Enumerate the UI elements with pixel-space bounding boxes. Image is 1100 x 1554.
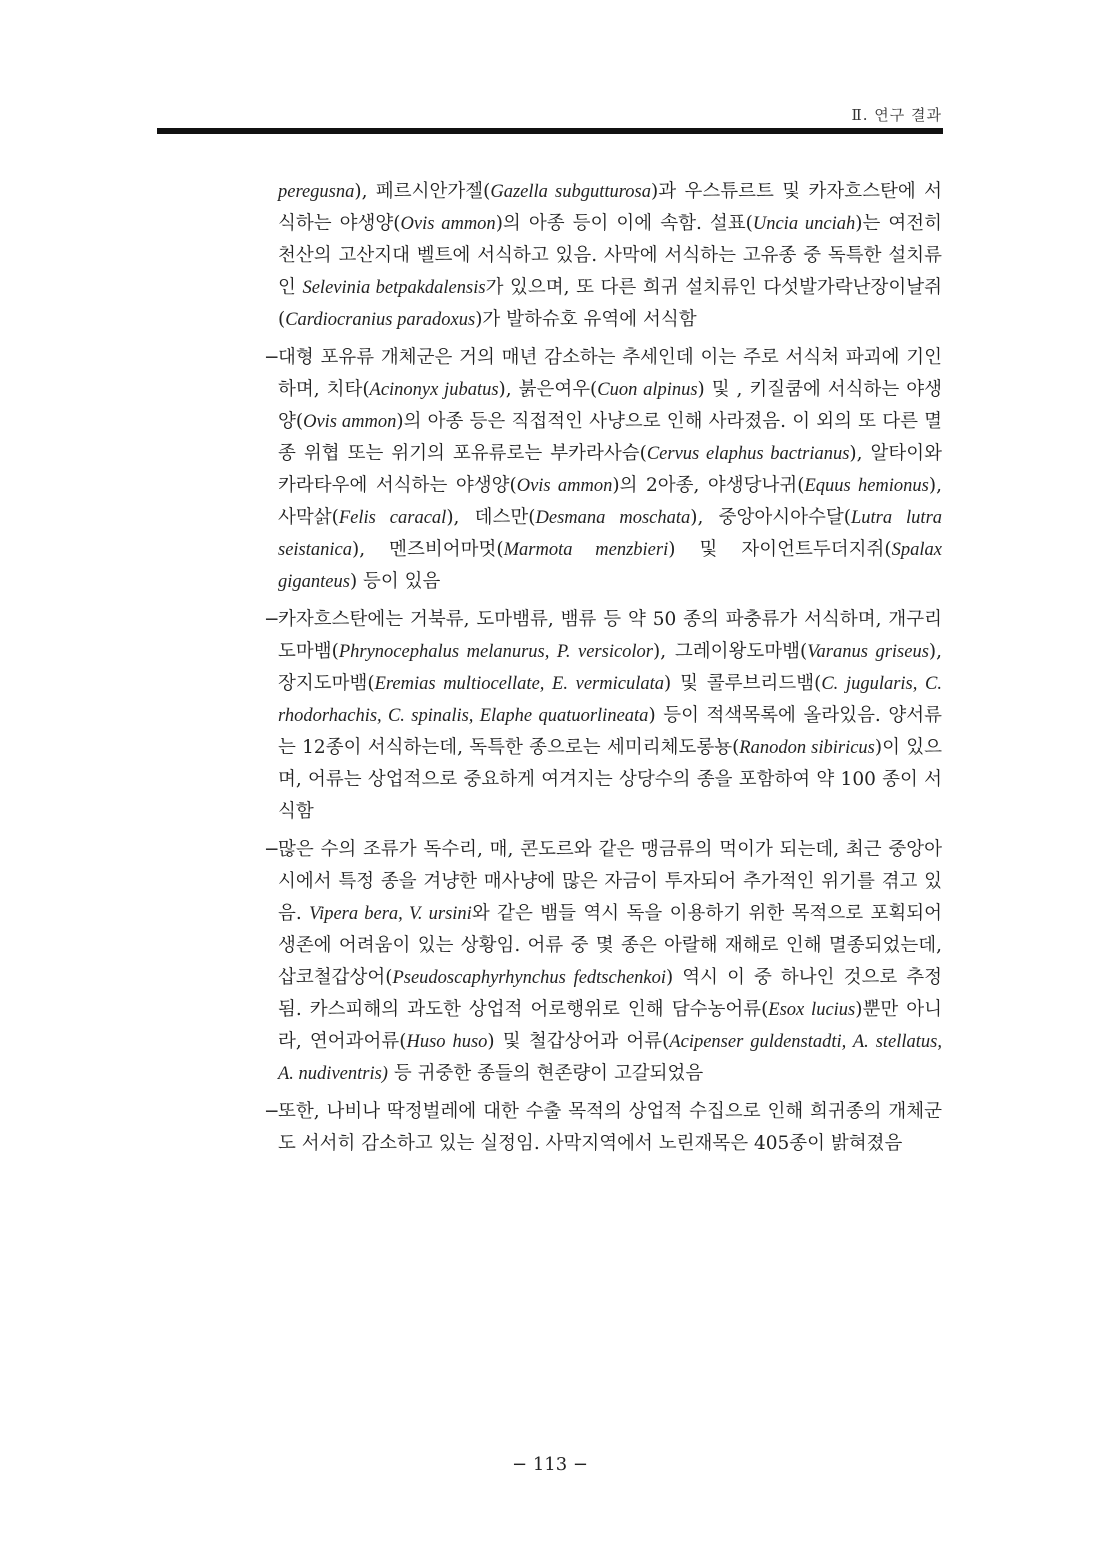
scientific-name: Pseudoscaphyrhynchus fedtschenkoi [392,968,667,988]
text-run: )의 2아종, 야생당나귀( [612,475,805,496]
text-run: 카자흐스탄에는 거북류, 도마뱀류, 뱀류 등 약 50 종의 파충류가 서식하며, 개구리도마뱀( [278,609,942,662]
text-run: )는 여전히 천산의 고산지대 벨트에 서식하고 있음. 사막에 서식하는 고유종 중 독특한 설치류인 [278,213,942,298]
text-run: )의 아종 등은 직접적인 사냥으로 인해 사라졌음. 이 외의 또 다른 멸종 위협 또는 위기의 포유류로는 부카라사슴( [278,411,942,464]
scientific-name: Acinonyx jubatus [369,380,499,400]
scientific-name: Marmota menzbieri [503,540,669,560]
text-run: ), 중앙아시아수달( [690,507,851,528]
text-run: 등 귀중한 종들의 현존량이 고갈되었음 [387,1063,704,1084]
scientific-name: Cervus elaphus bactrianus [646,444,850,464]
scientific-name: peregusna [278,182,355,202]
bullet-dash: − [264,1101,280,1122]
scientific-name: Ovis ammon [516,476,613,496]
scientific-name: C. jugularis, C. rhodorhachis, C. spinalis, Elaphe quatuorlineata [278,674,942,726]
text-run: ), 페르시안가젤( [354,181,491,202]
text-run: ), 사막삵( [278,475,942,528]
text-run: ) 및 , 키질쿰에 서식하는 야생양( [278,379,942,432]
bullet-paragraph [264,834,942,1090]
text-run: 많은 수의 조류가 독수리, 매, 콘도르와 같은 맹금류의 먹이가 되는데, 최근 중앙아시에서 특정 종을 겨냥한 매사냥에 많은 자금이 투자되어 추가적인 위기를 겪고 있음. [278,839,942,924]
page-number: − 113 − [512,1454,588,1475]
scientific-name: Eremias multiocellate, E. vermiculata [374,674,664,694]
scientific-name: Felis caracal [338,508,447,528]
section-header: Ⅱ. 연구 결과 [851,106,942,124]
scientific-name: Phrynocephalus melanurus, P. versicolor [338,642,654,662]
text-run: )과 우스튜르트 및 카자흐스탄에 서식하는 야생양( [278,181,942,234]
scientific-name: Lutra lutra seistanica [278,508,943,560]
scientific-name: Ovis ammon [303,412,397,432]
scientific-name: Desmana moschata [535,508,691,528]
scientific-name: Vipera bera, V. ursini [309,904,472,924]
text-run: ) 역시 이 중 하나인 것으로 추정됨. 카스피해의 과도한 상업적 어로행위로 인해 담수농어류( [278,967,942,1020]
text-run: 와 같은 뱀들 역시 독을 이용하기 위한 목적으로 포획되어 생존에 어려움이 있는 상황임. 어류 중 몇 종은 아랄해 재해로 인해 멸종되었는데, 삽코철갑상어( [278,903,942,988]
bullet-dash: − [264,839,280,860]
text-run: )이 있으며, 어류는 상업적으로 중요하게 여겨지는 상당수의 종을 포함하여 약 100 종이 서식함 [278,737,943,822]
body-text [264,176,943,1166]
text-run: ), 붉은여우( [498,379,598,400]
scientific-name: Equus hemionus [804,476,929,496]
text-run: )의 아종 등이 이에 속함. 설표( [495,213,753,234]
scientific-name: Varanus griseus [807,642,929,662]
header-rule [157,128,943,134]
text-run: 대형 포유류 개체군은 거의 매년 감소하는 추세인데 이는 주로 서식처 파괴에 기인하며, 치타( [278,347,942,400]
text-run: )뿐만 아니라, 연어과어류( [278,999,942,1052]
scientific-name: Esox lucius [768,1000,856,1020]
text-run: 또한, 나비나 딱정벌레에 대한 수출 목적의 상업적 수집으로 인해 희귀종의 개체군도 서서히 감소하고 있는 실정임. 사막지역에서 노린재목은 405종이 밝혀졌음 [278,1101,942,1154]
scientific-name: Cuon alpinus [597,380,698,400]
scientific-name: Ranodon sibiricus [739,738,875,758]
scientific-name: Acipenser guldenstadti, A. stellatus, A. nudiventris) [278,1032,942,1084]
bullet-paragraph [264,342,943,598]
paragraph [278,176,942,336]
text-run: )가 발하슈호 유역에 서식함 [475,309,697,330]
bullet-dash: − [264,347,280,368]
text-run: ), 데스만( [446,507,536,528]
text-run: ) 및 콜루브리드뱀( [663,673,822,694]
scientific-name: Gazella subgutturosa [490,182,651,202]
text-run: ), 멘즈비어마멋( [352,539,504,560]
text-run: ), 그레이왕도마뱀( [653,641,808,662]
scientific-name: Huso huso [406,1032,488,1052]
scientific-name: Spalax giganteus [278,540,942,592]
scientific-name: Uncia unciah [752,214,856,234]
text-run: ) 등이 있음 [349,571,441,592]
text-run: ), 알타이와 카라타우에 서식하는 야생양( [278,443,942,496]
scientific-name: Ovis ammon [400,214,496,234]
text-run: ) 및 철갑상어과 어류( [487,1031,670,1052]
text-run: ) 등이 적색목록에 올라있음. 양서류는 12종이 서식하는데, 독특한 종으로는 세미리체도롱뇽( [278,705,942,758]
text-run: 가 있으며, 또 다른 희귀 설치류인 다섯발가락난장이날쥐( [278,277,942,330]
bullet-paragraph [264,604,943,828]
text-run: ), 장지도마뱀( [278,641,943,694]
bullet-paragraph [264,1096,942,1160]
scientific-name: Cardiocranius paradoxus [285,310,476,330]
bullet-dash: − [264,609,280,630]
text-run: ) 및 자이언트두더지쥐( [668,539,892,560]
scientific-name: Selevinia betpakdalensis [302,278,486,298]
